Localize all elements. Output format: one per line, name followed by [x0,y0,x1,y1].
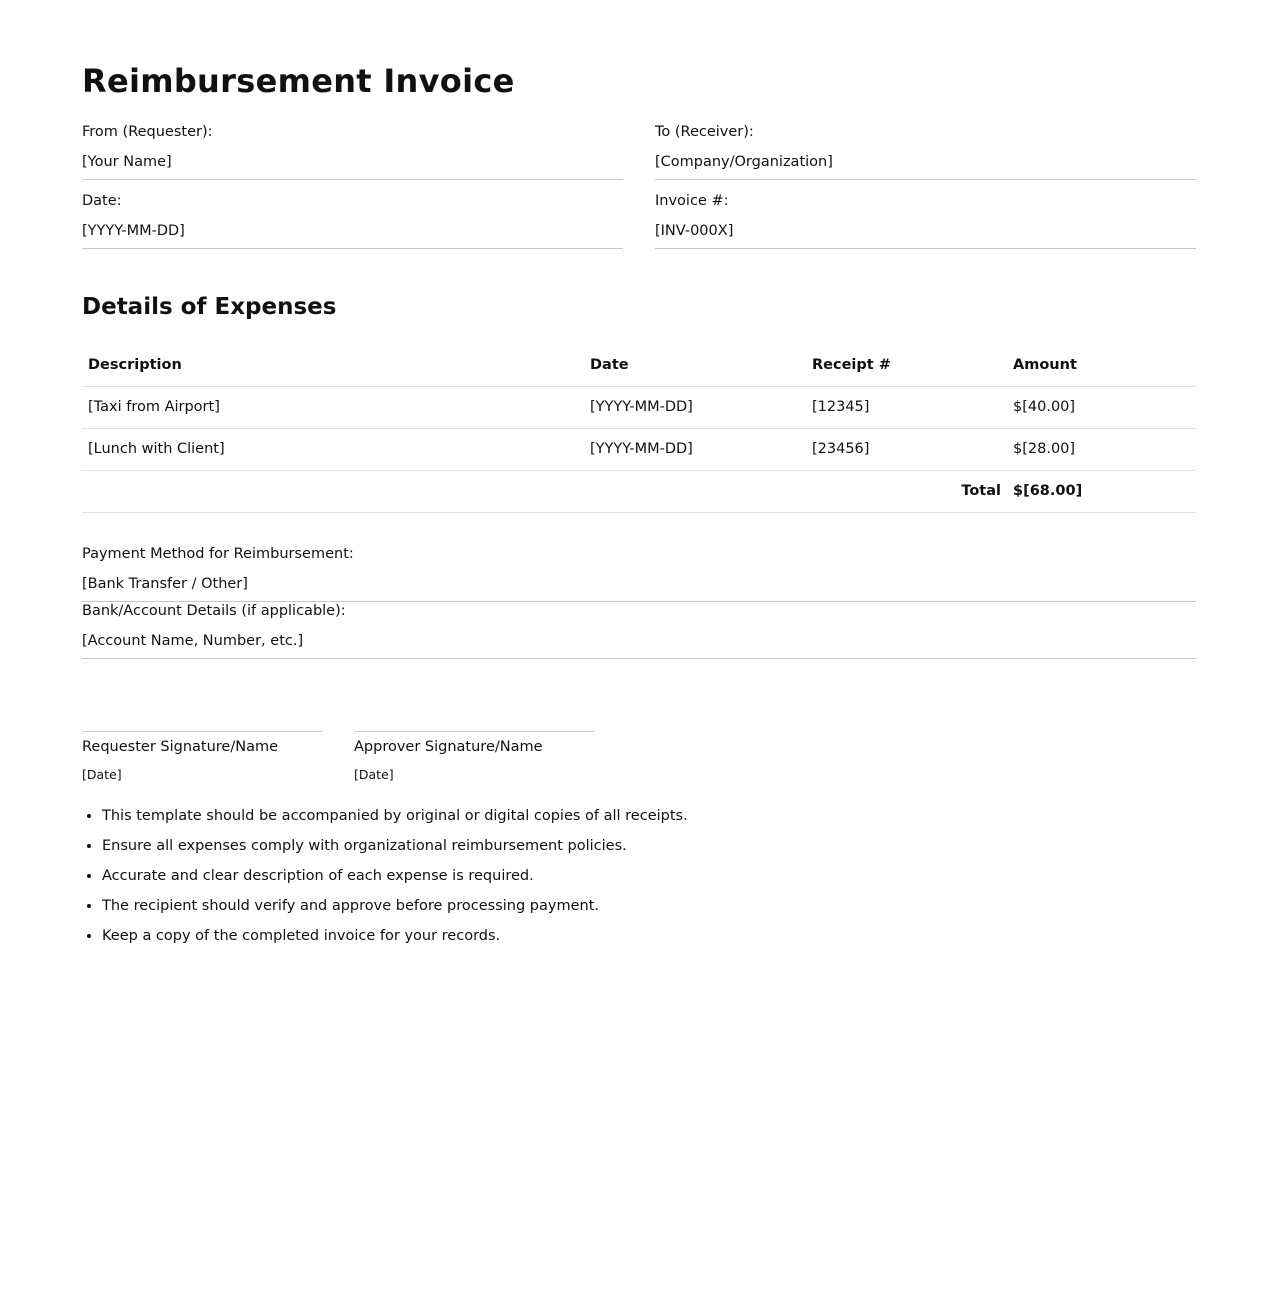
approver-signature-label: Approver Signature/Name [354,739,543,755]
date-underline [82,248,623,249]
column-header-receipt: Receipt # [812,357,891,373]
notes-list [82,806,688,956]
invoice-number-label: Invoice #: [655,193,729,209]
bank-details-value[interactable]: [Account Name, Number, etc.] [82,633,304,649]
invoice-number-underline [655,248,1196,249]
payment-method-label: Payment Method for Reimbursement: [82,546,354,562]
approver-signature-date: [Date] [354,767,394,782]
invoice-number-value[interactable]: [INV-000X] [655,223,734,239]
date-value[interactable]: [YYYY-MM-DD] [82,223,185,239]
requester-signature-line[interactable] [82,731,322,732]
column-header-date: Date [590,357,629,373]
to-underline [655,179,1196,180]
list-item: • Accurate and clear description of each expense is required. [102,866,688,896]
from-value[interactable]: [Your Name] [82,154,172,170]
expense-amount[interactable]: $[40.00] [1013,399,1076,415]
bank-details-underline [82,658,1196,659]
column-header-amount: Amount [1013,357,1077,373]
expense-date[interactable]: [YYYY-MM-DD] [590,399,693,415]
list-item: • Keep a copy of the completed invoice for your records. [102,926,688,956]
list-item: • The recipient should verify and approve before processing payment. [102,896,688,926]
to-label: To (Receiver): [655,124,754,140]
total-value: $[68.00] [1013,483,1083,499]
payment-method-underline [82,601,1196,602]
list-item: • This template should be accompanied by original or digital copies of all receipts. [102,806,688,836]
requester-signature-date: [Date] [82,767,122,782]
table-row [82,387,1196,429]
date-label: Date: [82,193,122,209]
expense-amount[interactable]: $[28.00] [1013,441,1076,457]
table-total-row [82,471,1196,513]
table-header-row [82,345,1196,387]
payment-method-value[interactable]: [Bank Transfer / Other] [82,576,248,592]
from-label: From (Requester): [82,124,213,140]
column-header-description: Description [88,357,182,373]
requester-signature-label: Requester Signature/Name [82,739,279,755]
table-row [82,429,1196,471]
expenses-section-title: Details of Expenses [82,294,337,320]
approver-signature-line[interactable] [354,731,594,732]
total-label: Total [961,483,1001,499]
expense-receipt[interactable]: [23456] [812,441,870,457]
to-value[interactable]: [Company/Organization] [655,154,833,170]
expense-description[interactable]: [Lunch with Client] [88,441,225,457]
expense-receipt[interactable]: [12345] [812,399,870,415]
expenses-table [82,345,1196,513]
list-item: • Ensure all expenses comply with organizational reimbursement policies. [102,836,688,866]
page-title: Reimbursement Invoice [82,62,515,100]
from-underline [82,179,623,180]
bank-details-label: Bank/Account Details (if applicable): [82,603,346,619]
expense-description[interactable]: [Taxi from Airport] [88,399,220,415]
expense-date[interactable]: [YYYY-MM-DD] [590,441,693,457]
